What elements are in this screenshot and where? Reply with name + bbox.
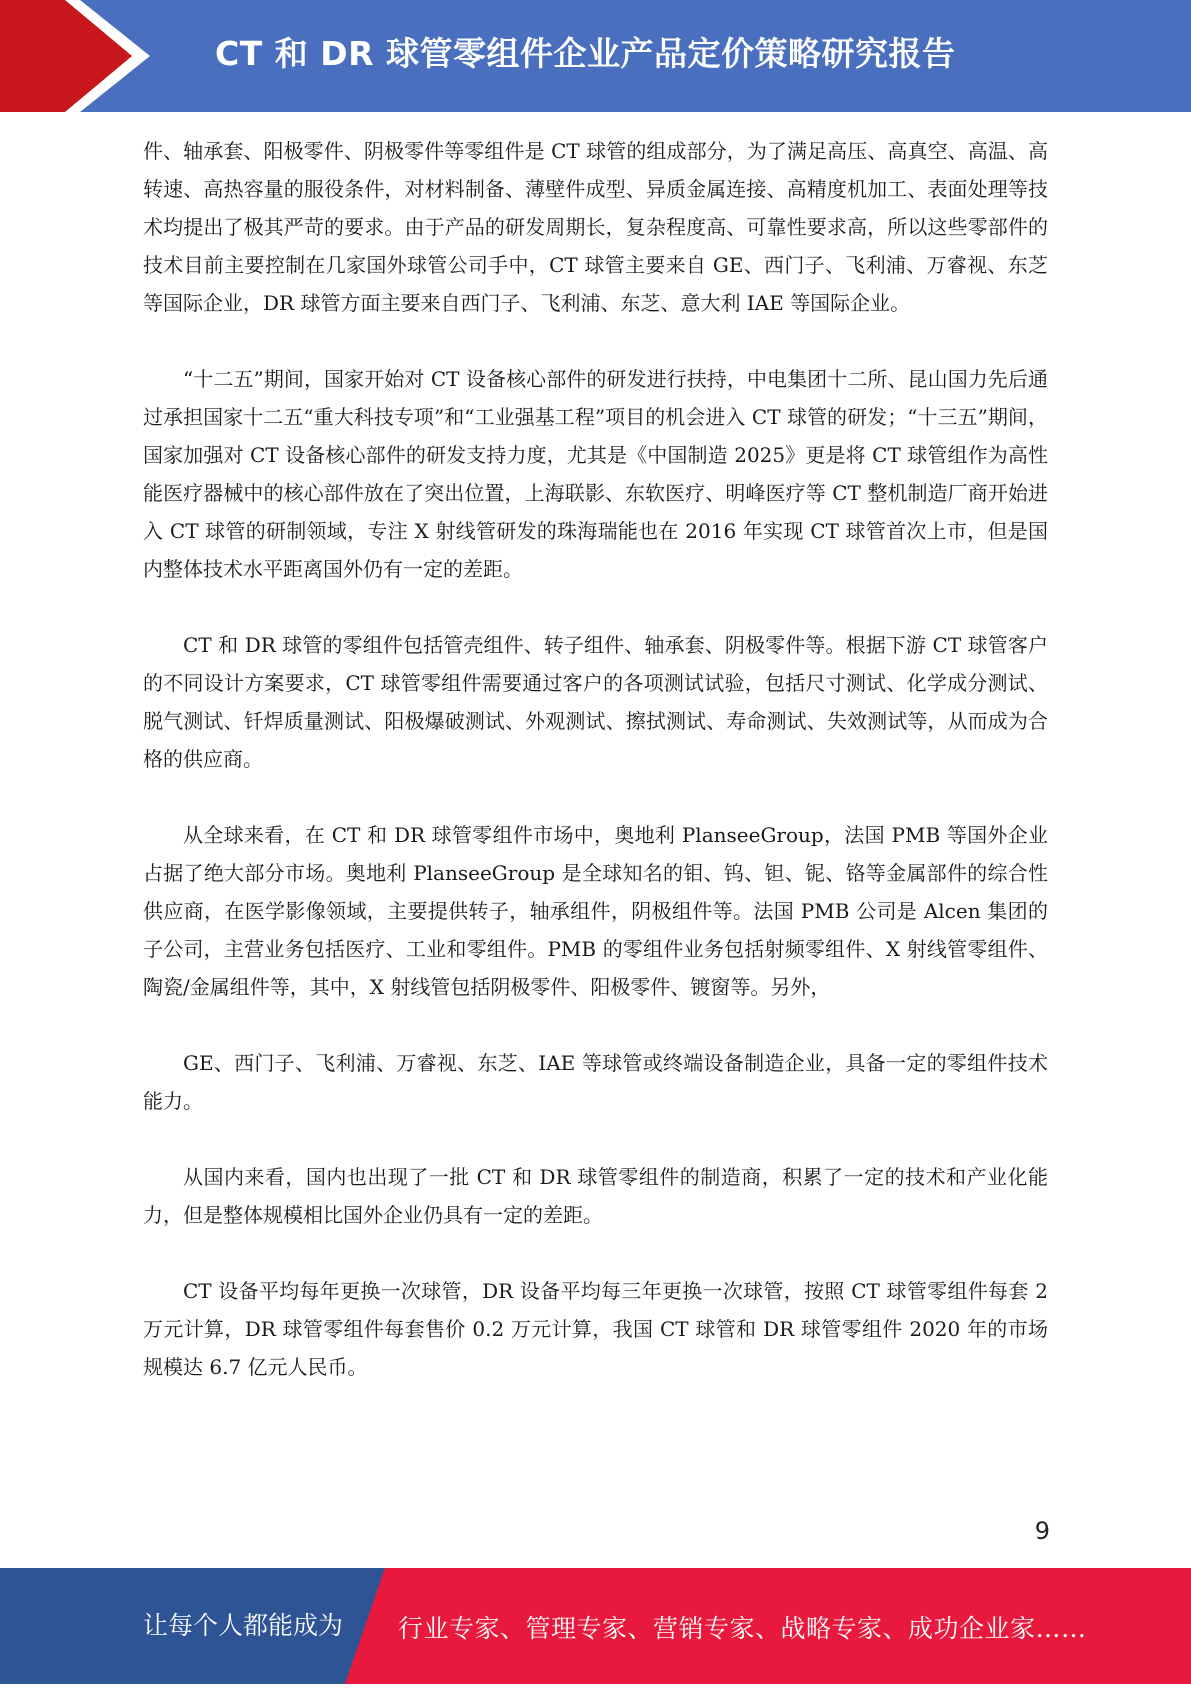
report-title: CT 和 DR 球管零组件企业产品定价策略研究报告: [215, 34, 956, 73]
header-arrow-decoration: [0, 0, 150, 112]
paragraph-5: GE、西门子、飞利浦、万睿视、东芝、IAE 等球管或终端设备制造企业，具备一定的零组件技术能力。: [143, 1051, 1048, 1113]
paragraph-3: CT 和 DR 球管的零组件包括管壳组件、转子组件、轴承套、阴极零件等。根据下游 CT 球管客户的不同设计方案要求，CT 球管零组件需要通过客户的各项测试试验，包括尺寸测试、化学成分测试、脱气测试、钎焊质量测试、阳极爆破测试、外观测试、擦拭测试、寿命测试、失效测试等，从而成为合格的供应商。: [143, 633, 1048, 771]
paragraph-1: 件、轴承套、阳极零件、阴极零件等零组件是 CT 球管的组成部分，为了满足高压、高真空、高温、高转速、高热容量的服役条件，对材料制备、薄壁件成型、异质金属连接、高精度机加工、表面处理等技术均提出了极其严苛的要求。由于产品的研发周期长，复杂程度高、可靠性要求高，所以这些零部件的技术目前主要控制在几家国外球管公司手中，CT 球管主要来自 GE、西门子、飞利浦、万睿视、东芝等国际企业，DR 球管方面主要来自西门子、飞利浦、东芝、意大利 IAE 等国际企业。: [143, 139, 1048, 315]
paragraph-2: “十二五”期间，国家开始对 CT 设备核心部件的研发进行扶持，中电集团十二所、昆山国力先后通过承担国家十二五“重大科技专项”和“工业强基工程”项目的机会进入 CT 球管的研发；“十三五”期间，国家加强对 CT 设备核心部件的研发支持力度，尤其是《中国制造 2025》更是将 CT 球管组作为高性能医疗器械中的核心部件放在了突出位置，上海联影、东软医疗、明峰医疗等 CT 整机制造厂商开始进入 CT 球管的研制领域，专注 X 射线管研发的珠海瑞能也在 2016 年实现 CT 球管首次上市，但是国内整体技术水平距离国外仍有一定的差距。: [143, 367, 1048, 581]
paragraph-4: 从全球来看，在 CT 和 DR 球管零组件市场中，奥地利 PlanseeGroup，法国 PMB 等国外企业占据了绝大部分市场。奥地利 PlanseeGroup 是全球知名的钼、钨、钽、铌、铬等金属部件的综合性供应商，在医学影像领域，主要提供转子，轴承组件，阴极组件等。法国 PMB 公司是 Alcen 集团的子公司，主营业务包括医疗、工业和零组件。PMB 的零组件业务包括射频零组件、X 射线管零组件、陶瓷/金属组件等，其中，X 射线管包括阴极零件、阳极零件、镀窗等。另外，: [143, 823, 1048, 999]
page-footer: [0, 1568, 1191, 1684]
paragraph-7: CT 设备平均每年更换一次球管，DR 设备平均每三年更换一次球管，按照 CT 球管零组件每套 2 万元计算，DR 球管零组件每套售价 0.2 万元计算，我国 CT 球管和 DR 球管零组件 2020 年的市场规模达 6.7 亿元人民币。: [143, 1279, 1048, 1379]
footer-slogan-right: 行业专家、管理专家、营销专家、战略专家、成功企业家……: [398, 1614, 1087, 1643]
footer-slogan-left: 让每个人都能成为: [143, 1611, 344, 1640]
page-number: 9: [1034, 1517, 1050, 1545]
report-body: [143, 132, 1048, 1424]
page-header: [0, 0, 1191, 112]
paragraph-6: 从国内来看，国内也出现了一批 CT 和 DR 球管零组件的制造商，积累了一定的技术和产业化能力，但是整体规模相比国外企业仍具有一定的差距。: [143, 1165, 1048, 1227]
